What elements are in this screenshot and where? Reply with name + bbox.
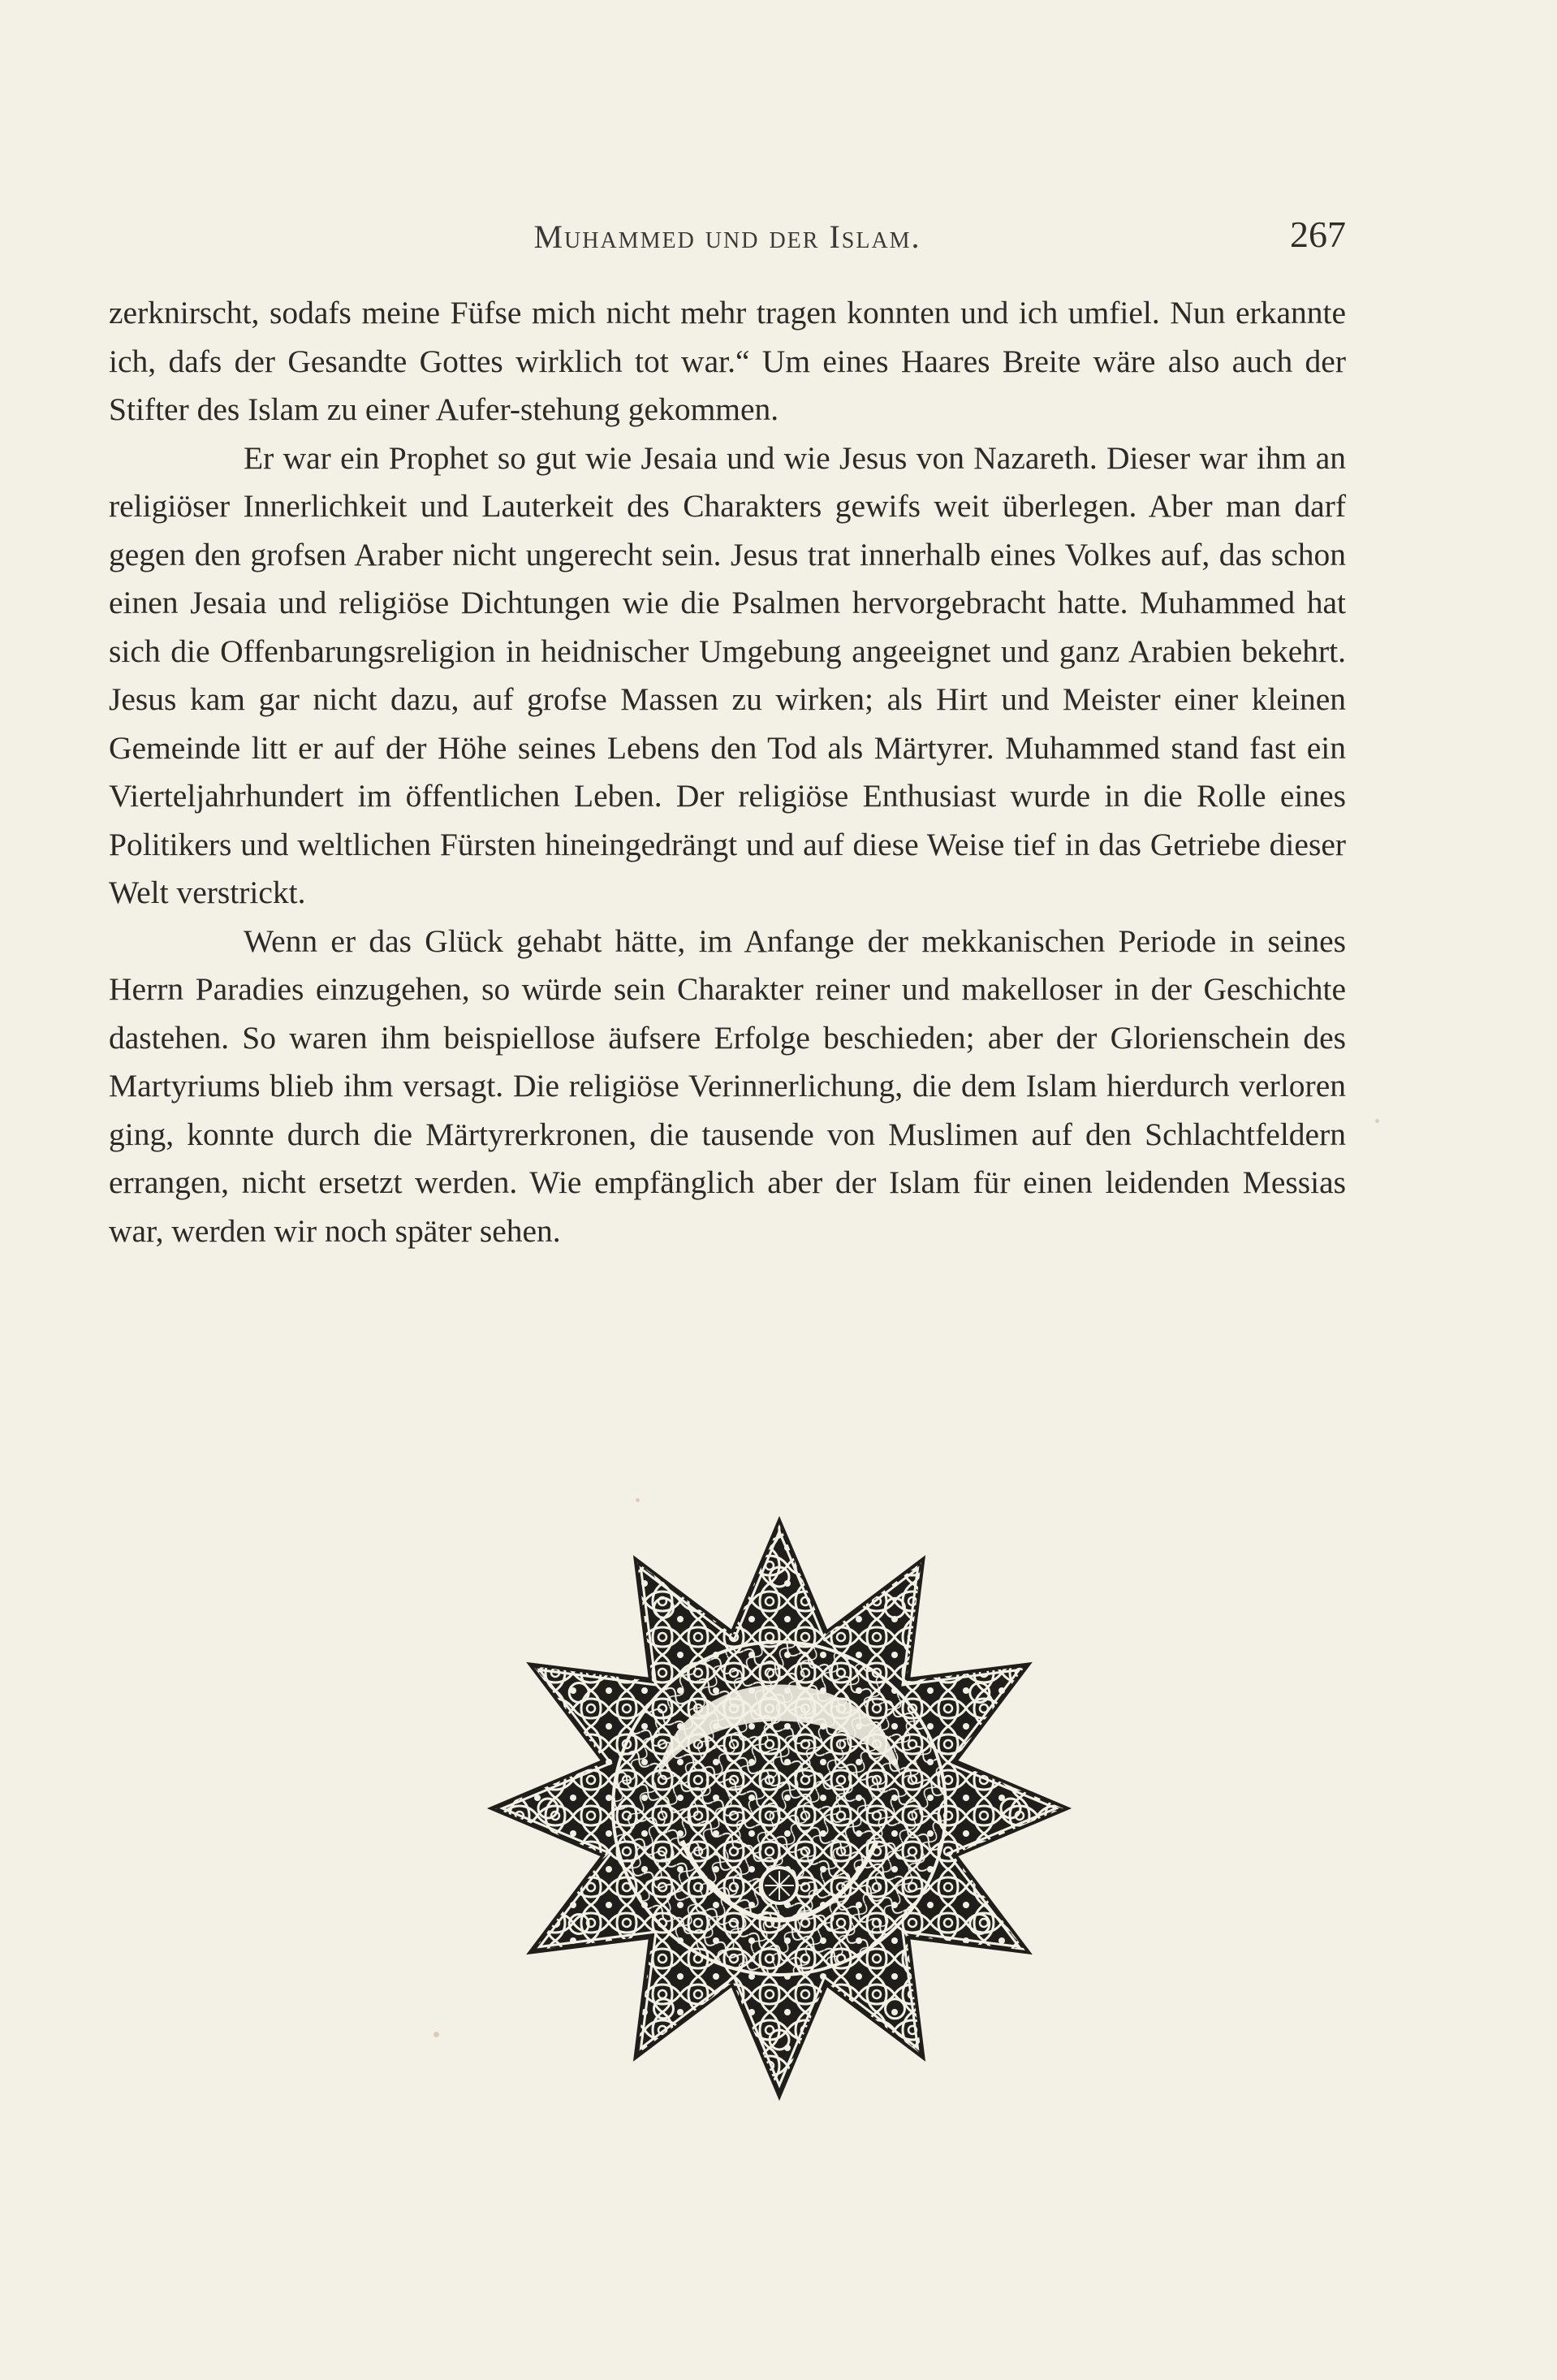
running-title: Muhammed und der Islam. <box>533 218 921 255</box>
star-arabesque-ornament-icon <box>430 1512 1128 2105</box>
page-number: 267 <box>1290 214 1346 255</box>
paper-spot <box>433 2032 439 2037</box>
running-head <box>109 213 1346 261</box>
paragraph-3: Wenn er das Glück gehabt hätte, im Anfange der mekkanischen Periode in seines Herrn Paradies einzugehen, so würde sein Charakter reiner und makelloser in der Geschichte dastehen. So waren ihm beispiellose äufsere Erfolge beschieden; aber der Glorienschein des Martyriums blieb ihm versagt. Die religiöse Verinnerlichung, die dem Islam hierdurch verloren ging, konnte durch die Märtyrerkronen, die tausende von Muslimen auf den Schlachtfeldern errangen, nicht ersetzt werden. Wie empfänglich aber der Islam für einen leidenden Messias war, werden wir noch später sehen. <box>109 922 1346 1249</box>
body-text <box>109 289 1346 1255</box>
paragraph-1: zerknirscht, sodafs meine Füfse mich nicht mehr tragen konnten und ich umfiel. Nun erkannte ich, dafs der Gesandte Gottes wirklich tot war.“ Um eines Haares Breite wäre also auch der Stifter des Islam zu einer Aufer-stehung gekommen. <box>109 295 1346 427</box>
paper-spot <box>636 1498 640 1502</box>
paper-spot <box>1375 1119 1379 1123</box>
paragraph-2: Er war ein Prophet so gut wie Jesaia und wie Jesus von Nazareth. Dieser war ihm an religiöser Innerlichkeit und Lauterkeit des Charakters gewifs weit überlegen. Aber man darf gegen den grofsen Araber nicht ungerecht sein. Jesus trat innerhalb eines Volkes auf, das schon einen Jesaia und religiöse Dichtungen wie die Psalmen hervorgebracht hatte. Muhammed hat sich die Offenbarungsreligion in heidnischer Umgebung angeeignet und ganz Arabien bekehrt. Jesus kam gar nicht dazu, auf grofse Massen zu wirken; als Hirt und Meister einer kleinen Gemeinde litt er auf der Höhe seines Lebens den Tod als Märtyrer. Muhammed stand fast ein Vierteljahrhundert im öffentlichen Leben. Der religiöse Enthusiast wurde in die Rolle eines Politikers und weltlichen Fürsten hineingedrängt und auf diese Weise tief in das Getriebe dieser Welt verstrickt. <box>109 439 1346 910</box>
